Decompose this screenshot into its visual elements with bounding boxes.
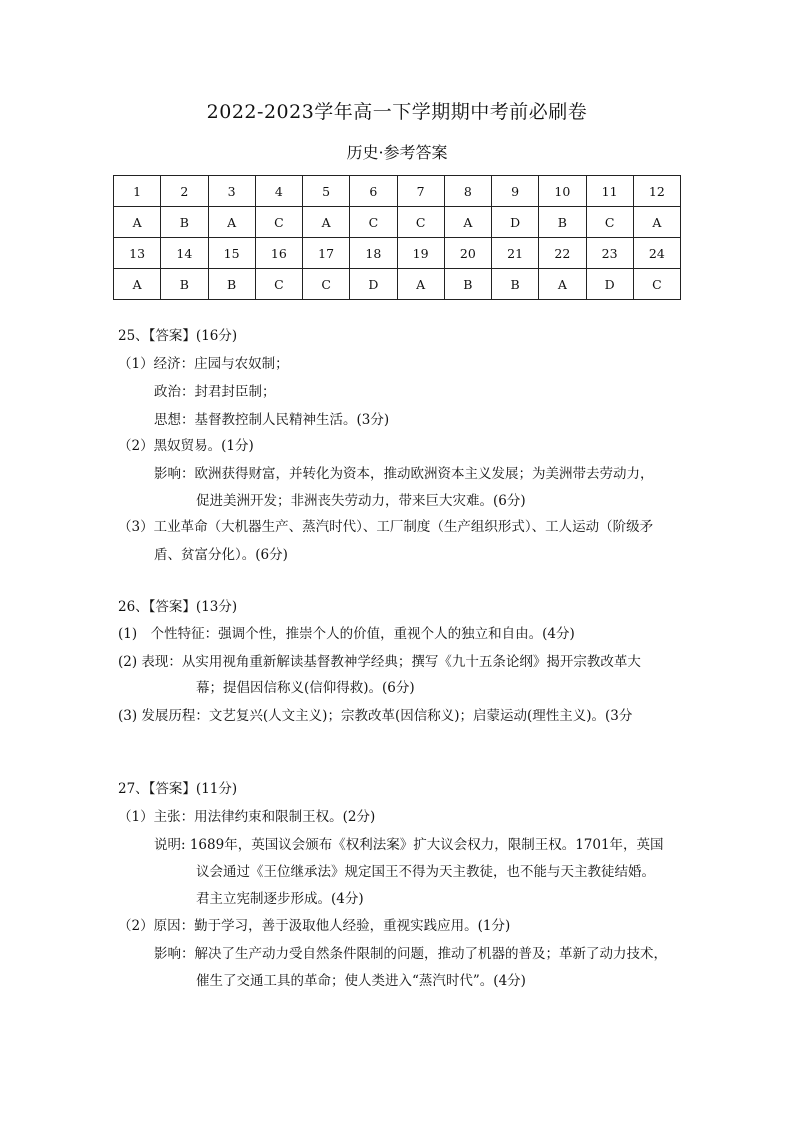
page-subtitle: 历史·参考答案 xyxy=(346,143,448,162)
q26-part2-line2: 幕；提倡因信称义(信仰得救)。(6分) xyxy=(196,680,415,696)
answer-cell: C xyxy=(255,269,302,300)
q25-part2-impact-line1: 影响：欧洲获得财富，并转化为资本，推动欧洲资本主义发展；为美洲带去劳动力， xyxy=(154,466,654,482)
q27-part2: （2）原因：勤于学习，善于汲取他人经验，重视实践应用。(1分) xyxy=(118,918,511,934)
question-number-cell: 23 xyxy=(586,238,633,269)
question-number-cell: 2 xyxy=(161,176,208,207)
q26-part3: (3) 发展历程：文艺复兴(人文主义)；宗教改革(因信称义)；启蒙运动(理性主义)。(3分 xyxy=(118,708,633,724)
question-number-cell: 16 xyxy=(255,238,302,269)
q27-part1-note-line2: 议会通过《王位继承法》规定国王不得为天主教徒，也不能与天主教徒结婚。 xyxy=(196,864,655,880)
q27-heading: 27、【答案】(11分) xyxy=(118,781,238,797)
answer-cell: D xyxy=(350,269,397,300)
answer-cell: A xyxy=(444,207,491,238)
question-number-cell: 8 xyxy=(444,176,491,207)
answer-cell: C xyxy=(586,207,633,238)
question-number-cell: 3 xyxy=(208,176,255,207)
answer-cell: A xyxy=(114,207,161,238)
q25-part3-line2: 盾、贫富分化）。(6分) xyxy=(154,547,288,563)
answer-cell: D xyxy=(492,207,539,238)
answer-cell: A xyxy=(208,207,255,238)
answer-row xyxy=(114,207,681,238)
question-number-cell: 18 xyxy=(350,238,397,269)
question-number-cell: 4 xyxy=(255,176,302,207)
answer-row xyxy=(114,269,681,300)
answer-cell: C xyxy=(303,269,350,300)
answer-cell: D xyxy=(586,269,633,300)
q25-part1-economy: （1）经济：庄园与农奴制； xyxy=(118,356,289,372)
question-number-cell: 17 xyxy=(303,238,350,269)
q27-part1-note-line1: 说明: 1689年，英国议会颁布《权利法案》扩大议会权力，限制王权。1701年，英国 xyxy=(154,837,664,853)
answer-cell: A xyxy=(633,207,680,238)
answer-cell: A xyxy=(397,269,444,300)
q27-part2-impact-line1: 影响：解决了生产动力受自然条件限制的问题，推动了机器的普及；革新了动力技术， xyxy=(154,946,667,962)
q27-part1-note-line3: 君主立宪制逐步形成。(4分) xyxy=(196,891,364,907)
answer-cell: C xyxy=(255,207,302,238)
question-number-cell: 21 xyxy=(492,238,539,269)
question-number-cell: 5 xyxy=(303,176,350,207)
answer-cell: B xyxy=(161,269,208,300)
answer-cell: A xyxy=(303,207,350,238)
question-number-cell: 14 xyxy=(161,238,208,269)
question-number-cell: 1 xyxy=(114,176,161,207)
question-number-cell: 20 xyxy=(444,238,491,269)
answer-cell: B xyxy=(161,207,208,238)
question-number-cell: 6 xyxy=(350,176,397,207)
answer-cell: B xyxy=(208,269,255,300)
answer-cell: A xyxy=(114,269,161,300)
answer-table xyxy=(113,175,681,300)
question-number-cell: 22 xyxy=(539,238,586,269)
q27-part1: （1）主张：用法律约束和限制王权。(2分) xyxy=(118,809,376,825)
q25-heading: 25、【答案】(16分) xyxy=(118,328,238,344)
question-number-cell: 10 xyxy=(539,176,586,207)
question-number-row xyxy=(114,176,681,207)
q25-part2-impact-line2: 促进美洲开发；非洲丧失劳动力，带来巨大灾难。(6分) xyxy=(196,493,526,509)
question-number-cell: 13 xyxy=(114,238,161,269)
question-number-row xyxy=(114,238,681,269)
q27-part2-impact-line2: 催生了交通工具的革命；使人类进入“蒸汽时代”。(4分) xyxy=(196,973,526,989)
q25-part1-politics: 政治：封君封臣制； xyxy=(154,384,276,400)
answer-cell: B xyxy=(492,269,539,300)
answer-cell: C xyxy=(350,207,397,238)
question-number-cell: 9 xyxy=(492,176,539,207)
question-number-cell: 15 xyxy=(208,238,255,269)
answer-cell: C xyxy=(633,269,680,300)
q26-heading: 26、【答案】(13分) xyxy=(118,599,238,615)
question-number-cell: 12 xyxy=(633,176,680,207)
question-number-cell: 19 xyxy=(397,238,444,269)
answer-cell: B xyxy=(444,269,491,300)
question-number-cell: 7 xyxy=(397,176,444,207)
question-number-cell: 24 xyxy=(633,238,680,269)
answer-cell: A xyxy=(539,269,586,300)
q25-part1-thought: 思想：基督教控制人民精神生活。(3分) xyxy=(154,412,390,428)
question-number-cell: 11 xyxy=(586,176,633,207)
answer-cell: B xyxy=(539,207,586,238)
page-title: 2022-2023学年高一下学期期中考前必刷卷 xyxy=(206,101,588,123)
answer-cell: C xyxy=(397,207,444,238)
q25-part2: （2）黑奴贸易。(1分) xyxy=(118,438,254,454)
q26-part1: (1) 个性特征：强调个性，推崇个人的价值，重视个人的独立和自由。(4分) xyxy=(118,626,575,642)
q26-part2-line1: (2) 表现：从实用视角重新解读基督教神学经典；撰写《九十五条论纲》揭开宗教改革大 xyxy=(118,654,641,670)
q25-part3-line1: （3）工业革命（大机器生产、蒸汽时代）、工厂制度（生产组织形式）、工人运动（阶级矛 xyxy=(118,519,654,535)
